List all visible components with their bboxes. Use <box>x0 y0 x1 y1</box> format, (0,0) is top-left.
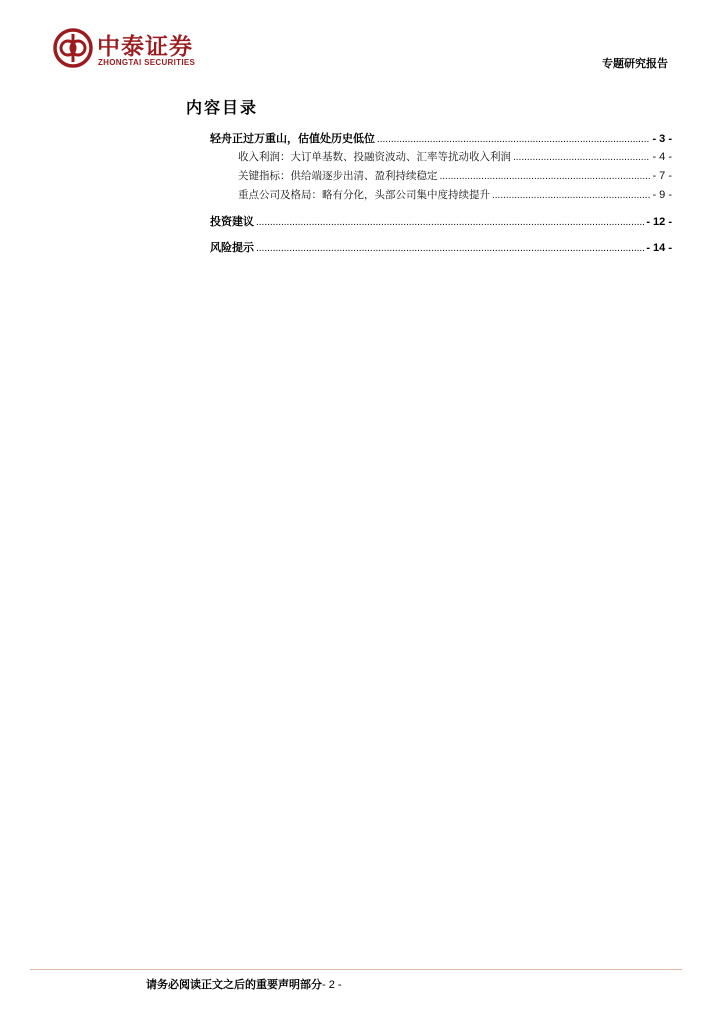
brand-name-en: ZHONGTAI SECURITIES <box>98 58 196 67</box>
toc-entry-title: 轻舟正过万重山，估值处历史低位 <box>210 132 375 145</box>
toc-entry[interactable] <box>210 168 672 187</box>
toc-leader-dots <box>513 152 650 163</box>
brand-name-cn: 中泰证券 <box>97 34 193 60</box>
toc-entry-page: - 7 - <box>652 170 672 182</box>
toc-leader-dots <box>256 243 644 254</box>
toc-entry-title: 风险提示 <box>210 241 254 254</box>
table-of-contents <box>210 130 672 258</box>
company-logo <box>53 28 243 72</box>
footer-disclaimer: 请务必阅读正文之后的重要声明部分 <box>146 978 322 991</box>
toc-entry-title: 收入利润：大订单基数、投融资波动、汇率等扰动收入利润 <box>238 151 511 163</box>
toc-entry-page: - 12 - <box>646 216 672 228</box>
toc-entry-page: - 3 - <box>652 133 672 145</box>
toc-leader-dots <box>377 134 650 145</box>
report-type: 专题研究报告 <box>602 57 668 70</box>
toc-entry[interactable] <box>210 239 672 258</box>
toc-leader-dots <box>256 217 644 228</box>
toc-leader-dots <box>440 171 651 182</box>
toc-entry[interactable] <box>210 187 672 206</box>
footer-divider <box>30 969 682 970</box>
toc-leader-dots <box>492 190 650 201</box>
toc-entry-page: - 9 - <box>652 189 672 201</box>
toc-title: 内容目录 <box>186 98 259 117</box>
toc-entry-page: - 4 - <box>652 151 672 163</box>
toc-entry-page: - 14 - <box>646 242 672 254</box>
zhongtai-logo-icon <box>53 28 93 68</box>
page-footer <box>146 976 342 992</box>
toc-entry[interactable] <box>210 213 672 232</box>
toc-entry[interactable] <box>210 149 672 168</box>
toc-entry[interactable] <box>210 130 672 149</box>
toc-entry-title: 关键指标：供给端逐步出清、盈利持续稳定 <box>238 170 438 182</box>
toc-entry-title: 重点公司及格局：略有分化，头部公司集中度持续提升 <box>238 189 490 201</box>
toc-entry-title: 投资建议 <box>210 215 254 228</box>
footer-page-number: - 2 - <box>322 979 342 991</box>
